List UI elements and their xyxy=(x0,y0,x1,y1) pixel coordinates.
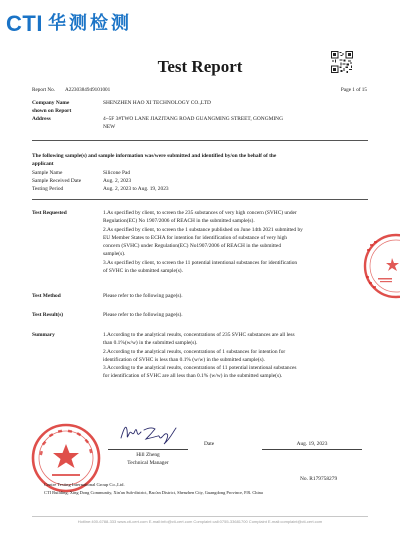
test-method-label: Test Method xyxy=(32,293,61,299)
sample-intro: The following sample(s) and sample information was/were submitted and identified by/on the behalf of the applicant xyxy=(32,153,277,167)
handwritten-signature xyxy=(118,420,178,446)
received-date-value: Aug. 2, 2023 xyxy=(103,178,132,184)
testing-period-label: Testing Period xyxy=(32,186,64,192)
test-requested-value: 1.As specified by client, to screen the 235 substances of very high concern (SVHC) under Regulation(EC) No 1907/2006 of REACH in the submitted sample(s). 2.As specified by client, to screen the 1 substance published on June 14th 2021 submitted by EU Member States to ECHA for intention for identification of substance of very high concern (SVHC) under Regulation(EC) No1907/2006 of REACH in the submitted sample(s). 3.As specified by client, to screen the 11 potential intentional substances for identification of SVHC in the submitted sample(s). xyxy=(103,210,303,275)
address-value: 4~5F 3#TWO LANE JIAZITANG ROAD GUANGMING STREET, GONGMING NEW xyxy=(103,116,283,131)
signatory-title: Technical Manager xyxy=(127,460,169,466)
test-method-value: Please refer to the following page(s). xyxy=(103,293,183,299)
official-seal-icon xyxy=(362,232,400,300)
summary-label: Summary xyxy=(32,332,55,338)
footer-contacts: Hotline:400-6788-333 www.cti-cert.com E-mail:info@cti-cert.com Complaint call:0755-33681700 Complaint E-mail:complaint@cti-cert.com xyxy=(77,519,323,524)
issuer-address: CTI Building, Xing Dong Community, Xin'an Sub-district, Bao'an District, Shenzhen City, Guangdong Province, P.R. China xyxy=(44,490,263,495)
cti-logo xyxy=(6,10,132,38)
sample-name-value: Silicone Pad xyxy=(103,170,131,176)
page-indicator: Page 1 of 15 xyxy=(340,87,367,93)
qr-code-icon xyxy=(331,51,353,73)
report-title: Test Report xyxy=(157,57,243,76)
received-date-label: Sample Received Date xyxy=(32,178,82,184)
approval-date: Aug. 19, 2023 xyxy=(296,441,328,447)
address-label: Address xyxy=(32,116,51,122)
test-results-value: Please refer to the following page(s). xyxy=(103,312,183,318)
document-number: No. R179758279 xyxy=(300,476,338,482)
sample-name-label: Sample Name xyxy=(32,170,63,176)
company-name-label: Company Name shown on Report xyxy=(32,100,72,115)
footer-divider xyxy=(32,516,368,517)
report-no-label: Report No. xyxy=(32,87,56,93)
company-name-value: SHENZHEN HAO XI TECHNOLOGY CO.,LTD xyxy=(103,100,211,106)
divider xyxy=(32,199,368,200)
testing-period-value: Aug. 2, 2023 to Aug. 19, 2023 xyxy=(103,186,169,192)
issuer-company: Centre Testing International Group Co.,Ltd. xyxy=(44,482,125,487)
signatory-name: Hill Zheng xyxy=(136,452,160,458)
test-results-label: Test Result(s) xyxy=(32,312,64,318)
summary-value: 1.According to the analytical results, concentrations of 235 SVHC substances are all less than 0.1%(w/w) in the submitted sample(s). 2.According to the analytical results, concentrations of 1 substances for intention for identification of SVHC is less than 0.1% (w/w) in the submitted sample(s). 3.According to the analytical results, concentrations of 11 potential intentional substances for identification of SVHC are all less than 0.1% (w/w) in the submitted sample(s). xyxy=(103,332,297,380)
logo-chinese: 华测检测 xyxy=(47,13,132,34)
logo-latin: CTI xyxy=(6,11,43,36)
date-line xyxy=(262,449,362,450)
divider xyxy=(32,140,368,141)
report-no-value: A2230384949101001 xyxy=(65,87,111,93)
signature-line xyxy=(108,449,188,450)
test-requested-label: Test Requested xyxy=(32,210,67,216)
date-label: Date xyxy=(204,441,215,447)
